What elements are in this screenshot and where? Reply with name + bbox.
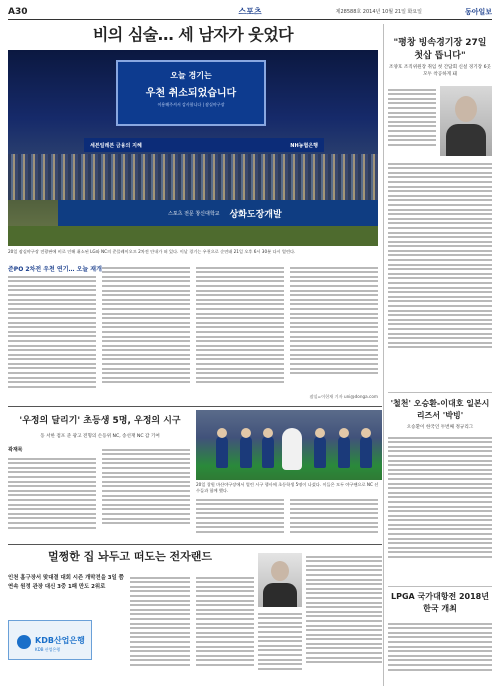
- lower-body-col-3: [196, 496, 284, 541]
- right-bottom-headline: LPGA 국가대항전 2018년 한국 개최: [391, 592, 489, 613]
- right-top-body-a: [388, 86, 436, 158]
- lower-body-col-2: [102, 446, 190, 541]
- ad-banner-small: 스포츠 전문 창신대학교: [168, 210, 220, 217]
- page-number: A30: [8, 6, 28, 17]
- main-col-head: 준PO 2차전 우천 연기… 오늘 재개: [8, 266, 102, 273]
- column-divider: [383, 24, 384, 686]
- main-body-col-3: [196, 264, 284, 401]
- scoreboard: [116, 60, 266, 126]
- portrait-face: [455, 96, 477, 122]
- portrait2-suit: [263, 583, 297, 607]
- player-figure: [262, 436, 274, 468]
- player-figure: [338, 436, 350, 468]
- scoreboard-line2: 우천 취소되었습니다: [145, 88, 237, 99]
- player-figure: [240, 436, 252, 468]
- section-divider: [388, 392, 492, 393]
- paper-logo: 동아일보: [464, 6, 492, 16]
- portrait-photo: [440, 86, 492, 156]
- portrait-suit: [446, 124, 486, 156]
- section-divider: [8, 406, 382, 407]
- right-top-body-b: [388, 160, 492, 390]
- scoreboard-line3: 이용해주셔서 감사합니다 | 잠실야구장: [157, 102, 225, 107]
- bottom-sub: 인천 홈구장서 맞대결 대회 시즌 개막전을 3일 쯤 연속 원정 관장 대신 3중 1패 만도 2위로: [8, 575, 124, 590]
- photo-caption: 20일 잠실야구장 전광판에 비로 인해 취소된 LG와 NC의 준플레이오프 2차전 안내가 떠 있다. 이날 경기는 우천으로 순연돼 21일 오후 6시 30분 다시 열린다.: [8, 249, 296, 254]
- masthead: [8, 4, 492, 20]
- lower-sub: 동 서한 점포 준 광고 전형의 손등위 NC, 송선재 NC 갑 기여: [40, 434, 160, 439]
- ad-banner: [58, 200, 378, 226]
- bottom-headline: 멀쩡한 집 놔두고 떠도는 전자랜드: [47, 550, 213, 563]
- lower-col-head: 곽재묵: [8, 447, 23, 453]
- right-mid-body: [388, 434, 492, 584]
- stadium-photo: [8, 50, 378, 246]
- right-bottom-body: [388, 620, 492, 686]
- right-mid-sub: 오승환이 한국인 두번째 정규리그: [406, 425, 474, 430]
- main-byline: 잠실=이헌재 기자 uni@donga.com: [309, 394, 378, 399]
- bottom-body-col-3: [258, 610, 302, 686]
- section-divider: [8, 544, 382, 545]
- right-mid-headline: '철천' 오승환-이대호 일본시리즈서 '박빙': [390, 399, 490, 420]
- section-title: 스포츠: [238, 7, 262, 16]
- main-body-col-4: [290, 264, 378, 392]
- sponsor-right: NH농협은행: [290, 142, 318, 149]
- lower-headline: '우정의 달리기' 초등생 5명, 우정의 시구: [19, 416, 181, 426]
- event-photo-caption: 20일 창원 마산야구장에서 열린 시구 행사에 초등학생 5명이 나섰다. 이들은 모두 야구팬으로 NC 선수들과 함께 했다.: [196, 482, 379, 493]
- event-photo: [196, 410, 382, 480]
- bottom-body-col-1: [130, 574, 190, 686]
- portrait-photo-2: [258, 553, 302, 607]
- sponsor-bar: [84, 138, 324, 152]
- field: [8, 226, 378, 246]
- kdb-logo: [8, 620, 92, 660]
- kdb-mark-icon: [17, 635, 31, 649]
- kdb-text: KDB산업은행: [35, 636, 85, 645]
- player-figure: [360, 436, 372, 468]
- right-top-sub: 조양호 조직위원장 취임 첫 간담회 신설 경기장 6곳 모두 착공하게 돼: [389, 65, 491, 77]
- bottom-body-col-2: [196, 574, 254, 686]
- scoreboard-line1: 오늘 경기는: [170, 71, 212, 80]
- section-divider: [388, 586, 492, 587]
- bottom-body-col-4: [306, 553, 382, 686]
- mascot-figure: [282, 428, 302, 470]
- crowd: [8, 154, 378, 200]
- right-top-headline: "평창 빙속경기장 27일 첫삽 뜹니다": [393, 38, 487, 61]
- kdb-note: KDB 산업은행: [35, 647, 61, 652]
- main-headline: 비의 심술… 세 남자가 웃었다: [92, 25, 294, 44]
- lower-body-col-1: [8, 455, 96, 541]
- sponsor-left: 세븐일레븐 금융의 지혜: [90, 142, 142, 149]
- main-body-col-1: [8, 273, 96, 401]
- portrait2-face: [271, 561, 289, 581]
- main-body-col-2: [102, 264, 190, 401]
- player-figure: [314, 436, 326, 468]
- ad-banner-big: 상화도장개발: [229, 209, 282, 220]
- issue-date: 제28588호 2014년 10월 21일 화요일: [335, 9, 422, 15]
- player-figure: [216, 436, 228, 468]
- lower-body-col-4: [290, 496, 378, 541]
